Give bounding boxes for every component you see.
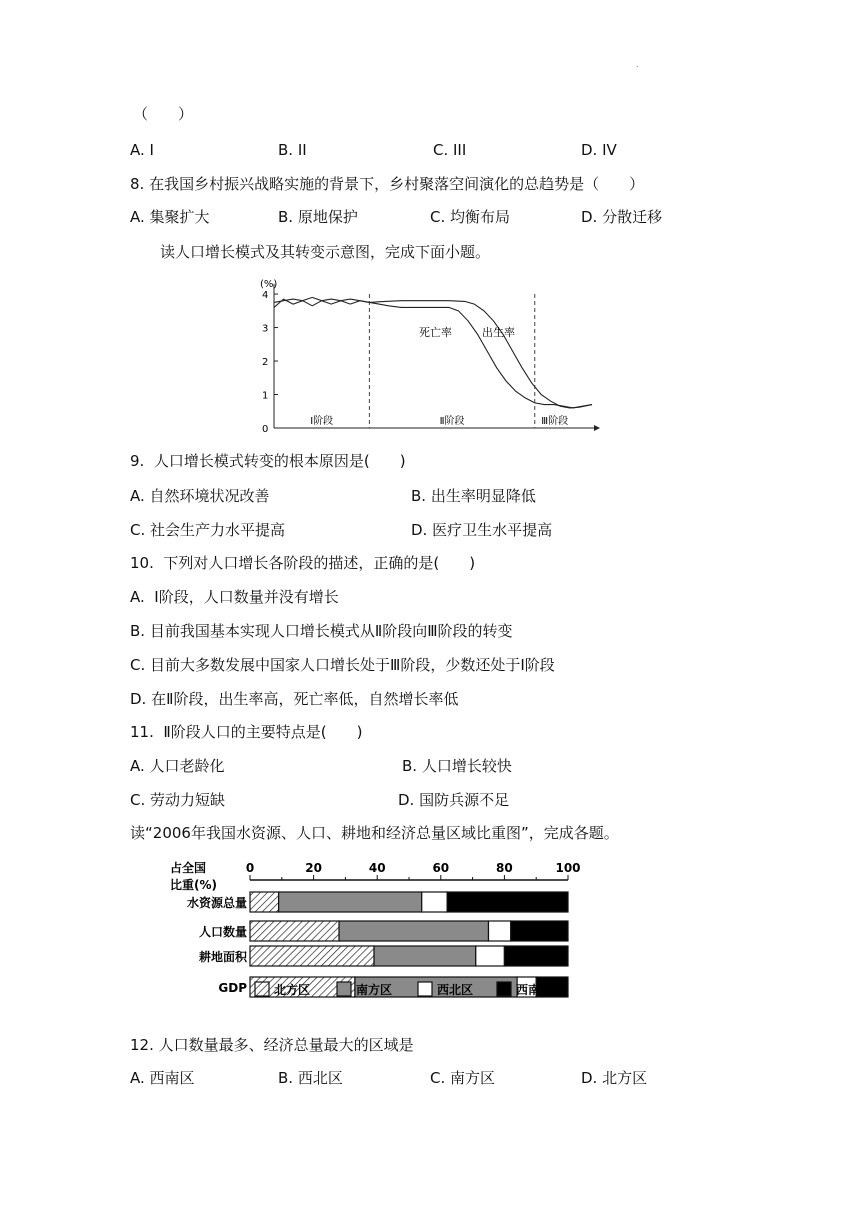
population-chart (252, 272, 602, 437)
legend-label: 西北区 (437, 983, 474, 997)
region-axis-label-line1: 占全国 (170, 861, 207, 875)
q11-stem: 11. Ⅱ阶段人口的主要特点是( ) (130, 723, 363, 741)
q11-option-a: A. 人口老龄化 (130, 757, 225, 775)
legend-swatch (418, 982, 432, 996)
q12-option-c: C. 南方区 (430, 1069, 496, 1087)
pop-x-axis-arrow (594, 425, 600, 431)
q9-option-a: A. 自然环境状况改善 (130, 487, 270, 505)
header-dot: . (636, 60, 639, 69)
region-xtick-label: 40 (368, 861, 386, 875)
q8-stem: 8. 在我国乡村振兴战略实施的背景下，乡村聚落空间演化的总趋势是（ ） (130, 175, 645, 193)
region-bar-segment (504, 946, 568, 966)
pop-ytick-label: 3 (262, 323, 269, 335)
q9-stem: 9. 人口增长模式转变的根本原因是( ) (130, 452, 406, 470)
legend-label: 北方区 (274, 983, 311, 997)
region-xtick-label: 80 (496, 861, 513, 875)
stage-label: Ⅲ阶段 (541, 416, 569, 427)
q11-option-d: D. 国防兵源不足 (398, 791, 510, 809)
stage-label: Ⅰ阶段 (310, 416, 334, 427)
pop-ytick-label: 1 (262, 390, 269, 402)
region-bar-segment (447, 892, 568, 912)
region-bar-segment (511, 921, 568, 941)
legend-swatch (497, 982, 511, 996)
q11-option-c: C. 劳动力短缺 (130, 791, 226, 809)
pop-ytick-label: 0 (262, 424, 269, 435)
legend-swatch (255, 982, 269, 996)
pop-ytick-label: 4 (262, 290, 269, 302)
q10-option-c: C. 目前大多数发展中国家人口增长处于Ⅲ阶段，少数还处于Ⅰ阶段 (130, 656, 555, 674)
region-bar-segment (489, 921, 511, 941)
q9-option-d: D. 医疗卫生水平提高 (411, 521, 553, 539)
q8-option-d: D. 分散迁移 (581, 208, 663, 226)
q7-option-d: D. IV (581, 141, 617, 159)
region-category-label: 水资源总量 (186, 896, 247, 910)
region-bar-segment (422, 892, 447, 912)
legend-label: 西南区 (516, 983, 553, 997)
q12-option-d: D. 北方区 (581, 1069, 648, 1087)
death-rate-line (274, 299, 592, 408)
region-xtick-label: 60 (432, 861, 450, 875)
stage-label: Ⅱ阶段 (439, 416, 465, 427)
birth-rate-line (274, 297, 592, 408)
intro-population: 读人口增长模式及其转变示意图，完成下面小题。 (160, 243, 491, 261)
q8-option-b: B. 原地保护 (278, 208, 358, 226)
region-proportion-chart (170, 850, 590, 1010)
region-axis-label-line2: 比重(%) (170, 878, 217, 892)
q10-stem: 10. 下列对人口增长各阶段的描述，正确的是( ) (130, 554, 476, 572)
region-xtick-label: 100 (555, 861, 581, 875)
q12-option-a: A. 西南区 (130, 1069, 195, 1087)
region-category-label: 耕地面积 (198, 950, 247, 964)
q10-option-b: B. 目前我国基本实现人口增长模式从Ⅱ阶段向Ⅲ阶段的转变 (130, 622, 513, 640)
legend-label: 南方区 (356, 983, 393, 997)
q9-option-c: C. 社会生产力水平提高 (130, 521, 286, 539)
region-category-label: GDP (218, 981, 247, 995)
q10-option-a: A. Ⅰ阶段，人口数量并没有增长 (130, 588, 339, 606)
q12-stem: 12. 人口数量最多、经济总量最大的区域是 (130, 1036, 414, 1054)
q12-option-b: B. 西北区 (278, 1069, 343, 1087)
birth-rate-label: 出生率 (482, 326, 515, 339)
region-bar-segment (339, 921, 488, 941)
region-bar-segment (250, 921, 339, 941)
q7-stem-tail: （ ） (133, 105, 194, 123)
legend-swatch (337, 982, 351, 996)
q8-option-a: A. 集聚扩大 (130, 208, 210, 226)
q10-option-d: D. 在Ⅱ阶段，出生率高，死亡率低，自然增长率低 (130, 690, 459, 708)
q7-option-b: B. II (278, 141, 307, 159)
intro-water: 读“2006年我国水资源、人口、耕地和经济总量区域比重图”，完成各题。 (130, 824, 619, 842)
region-bar-segment (250, 946, 374, 966)
region-bar-segment (374, 946, 476, 966)
q7-option-a: A. I (130, 141, 154, 159)
region-bar-segment (476, 946, 505, 966)
region-bar-segment (250, 892, 279, 912)
region-xtick-label: 0 (245, 861, 255, 875)
death-rate-label: 死亡率 (419, 326, 452, 339)
region-category-label: 人口数量 (198, 925, 247, 939)
q11-option-b: B. 人口增长较快 (402, 757, 512, 775)
q8-option-c: C. 均衡布局 (430, 208, 511, 226)
region-xtick-label: 20 (305, 861, 322, 875)
q7-option-c: C. III (433, 141, 467, 159)
pop-chart-ylabel: (%) (260, 279, 278, 290)
region-bar-segment (279, 892, 422, 912)
q9-option-b: B. 出生率明显降低 (411, 487, 536, 505)
pop-ytick-label: 2 (262, 357, 269, 369)
